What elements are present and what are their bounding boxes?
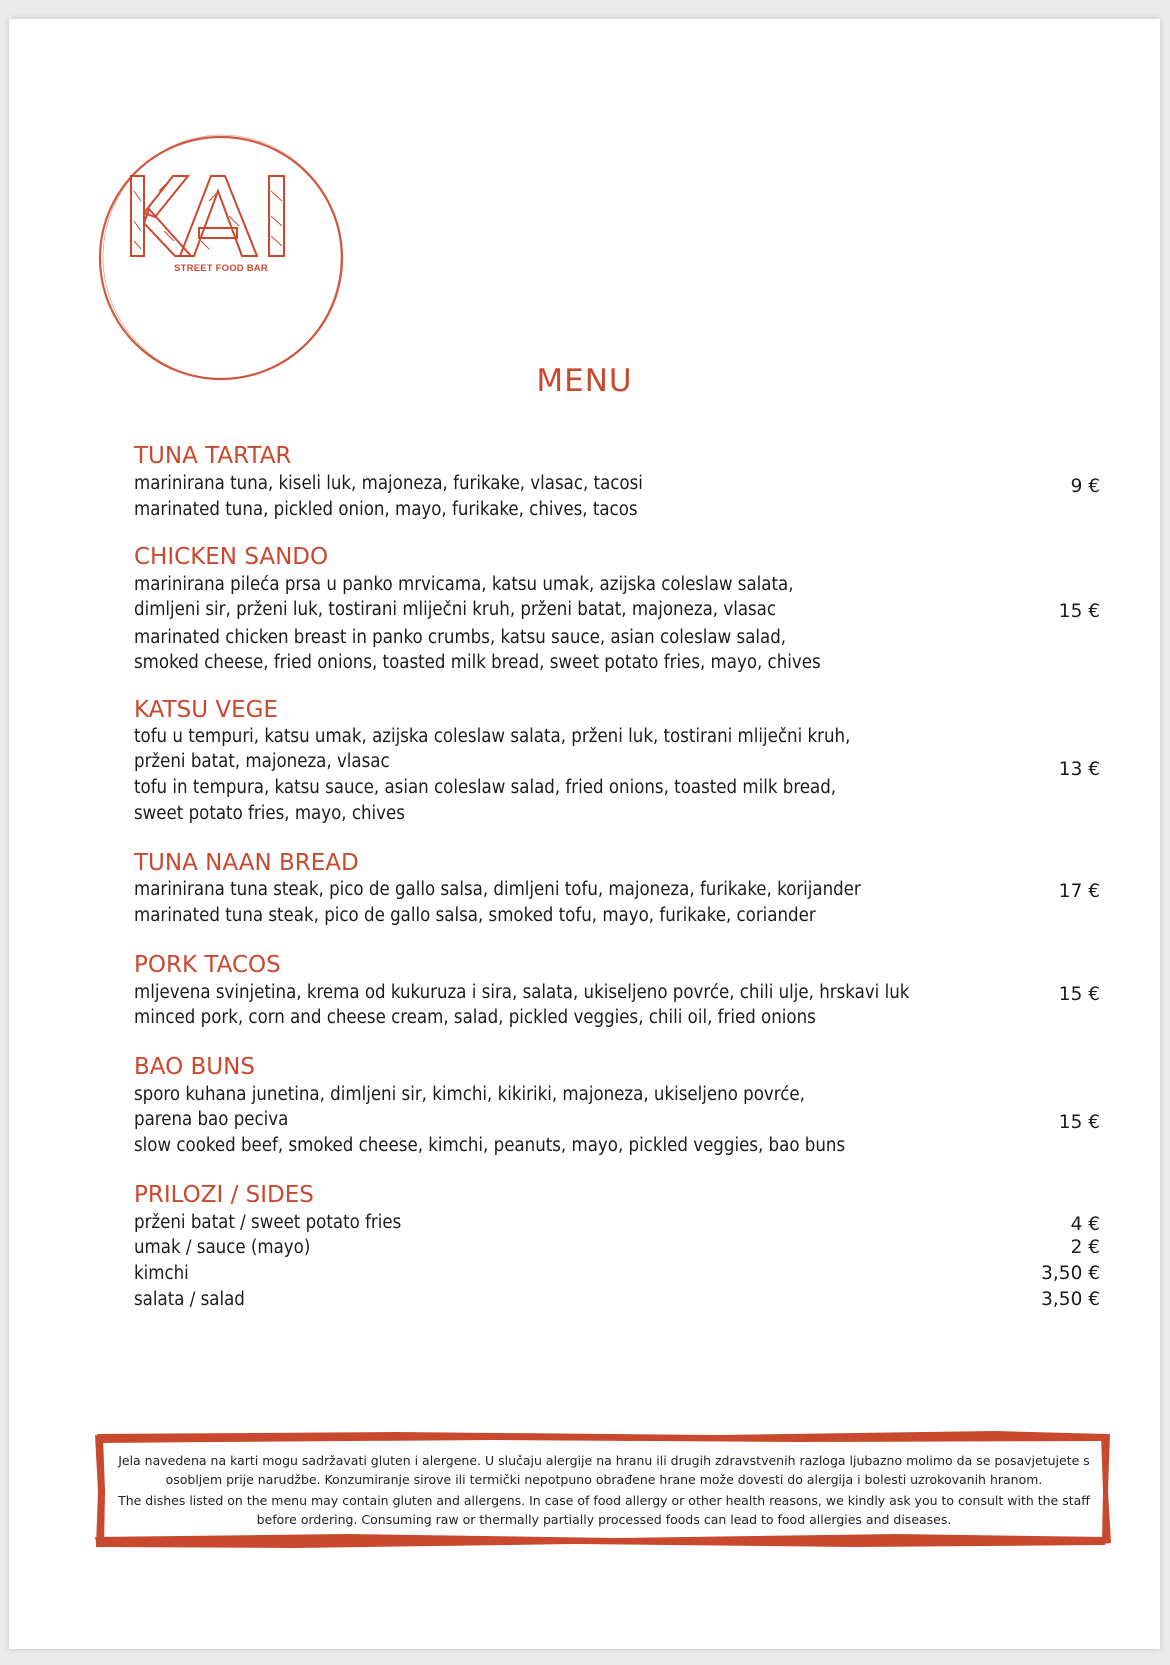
item-description-line: marinirana pileća prsa u panko mrvicama, katsu umak, azijska coleslaw salata, bbox=[134, 574, 794, 595]
side-item-label: umak / sauce (mayo) bbox=[134, 1237, 311, 1258]
logo-tagline: STREET FOOD BAR bbox=[174, 263, 268, 274]
menu-title: MENU bbox=[536, 363, 633, 399]
item-description-line: marinated tuna steak, pico de gallo salsa, smoked tofu, mayo, furikake, coriander bbox=[134, 905, 816, 926]
menu-sheet bbox=[9, 19, 1160, 1649]
sides-title: PRILOZI / SIDES bbox=[134, 1182, 314, 1208]
item-description-line: marinated tuna, pickled onion, mayo, furikake, chives, tacos bbox=[134, 499, 638, 520]
side-item-label: salata / salad bbox=[134, 1289, 245, 1310]
notice-text-en: The dishes listed on the menu may contain gluten and allergens. In case of food allergy or other health reasons, we kindly ask you to consult with the staff before ordering. Consuming raw or thermally partially processed foods can lead to food allergies and diseases. bbox=[118, 1493, 1090, 1527]
item-description-line: dimljeni sir, prženi luk, tostirani mliječni kruh, prženi batat, majoneza, vlasac bbox=[134, 599, 777, 620]
item-description-line: minced pork, corn and cheese cream, salad, pickled veggies, chili oil, fried onions bbox=[134, 1007, 816, 1028]
item-title: KATSU VEGE bbox=[134, 697, 279, 723]
item-title: PORK TACOS bbox=[134, 952, 281, 978]
item-title: BAO BUNS bbox=[134, 1054, 255, 1080]
item-price: 9 € bbox=[1070, 476, 1100, 497]
item-price: 15 € bbox=[1058, 1112, 1100, 1133]
item-description-line: marinirana tuna steak, pico de gallo salsa, dimljeni tofu, majoneza, furikake, korijander bbox=[134, 879, 861, 900]
item-description-line: mljevena svinjetina, krema od kukuruza i sira, salata, ukiseljeno povrće, chili ulje, hrskavi luk bbox=[134, 982, 910, 1003]
item-description-line: slow cooked beef, smoked cheese, kimchi, peanuts, mayo, pickled veggies, bao buns bbox=[134, 1135, 846, 1156]
item-description-line: smoked cheese, fried onions, toasted milk bread, sweet potato fries, mayo, chives bbox=[134, 652, 821, 673]
item-title: CHICKEN SANDO bbox=[134, 544, 329, 570]
side-item-label: kimchi bbox=[134, 1263, 189, 1284]
item-description-line: sporo kuhana junetina, dimljeni sir, kimchi, kikiriki, majoneza, ukiseljeno povrće, bbox=[134, 1084, 805, 1105]
item-description-line: marinated chicken breast in panko crumbs, katsu sauce, asian coleslaw salad, bbox=[134, 627, 787, 648]
item-description-line: marinirana tuna, kiseli luk, majoneza, furikake, vlasac, tacosi bbox=[134, 473, 643, 494]
brush-frame bbox=[95, 1431, 1113, 1549]
item-description-line: prženi batat, majoneza, vlasac bbox=[134, 751, 390, 772]
side-item-price: 3,50 € bbox=[1041, 1263, 1100, 1284]
side-item-price: 4 € bbox=[1070, 1214, 1100, 1235]
item-description-line: sweet potato fries, mayo, chives bbox=[134, 803, 405, 824]
item-price: 13 € bbox=[1058, 759, 1100, 780]
allergen-notice bbox=[95, 1431, 1113, 1549]
item-title: TUNA NAAN BREAD bbox=[134, 850, 359, 876]
item-description-line: parena bao peciva bbox=[134, 1109, 289, 1130]
kai-logo bbox=[89, 131, 353, 385]
item-title: TUNA TARTAR bbox=[134, 443, 292, 469]
item-description-line: tofu u tempuri, katsu umak, azijska coleslaw salata, prženi luk, tostirani mliječni kruh, bbox=[134, 726, 851, 747]
item-price: 15 € bbox=[1058, 984, 1100, 1005]
item-price: 17 € bbox=[1058, 881, 1100, 902]
side-item-price: 2 € bbox=[1070, 1237, 1100, 1258]
item-price: 15 € bbox=[1058, 601, 1100, 622]
side-item-price: 3,50 € bbox=[1041, 1289, 1100, 1310]
notice-text-hr: Jela navedena na karti mogu sadržavati gluten i alergene. U slučaju alergije na hranu ili drugih zdravstvenih razloga ljubazno molimo da se posavjetujete s osobljem prije narudžbe. Konzumiranje sirove ili termički nepotpuno obrađene hrane može dovesti do alergija i bolesti uzrokovanih hranom. bbox=[118, 1453, 1090, 1487]
side-item-label: prženi batat / sweet potato fries bbox=[134, 1212, 402, 1233]
item-description-line: tofu in tempura, katsu sauce, asian coleslaw salad, fried onions, toasted milk bread, bbox=[134, 777, 837, 798]
